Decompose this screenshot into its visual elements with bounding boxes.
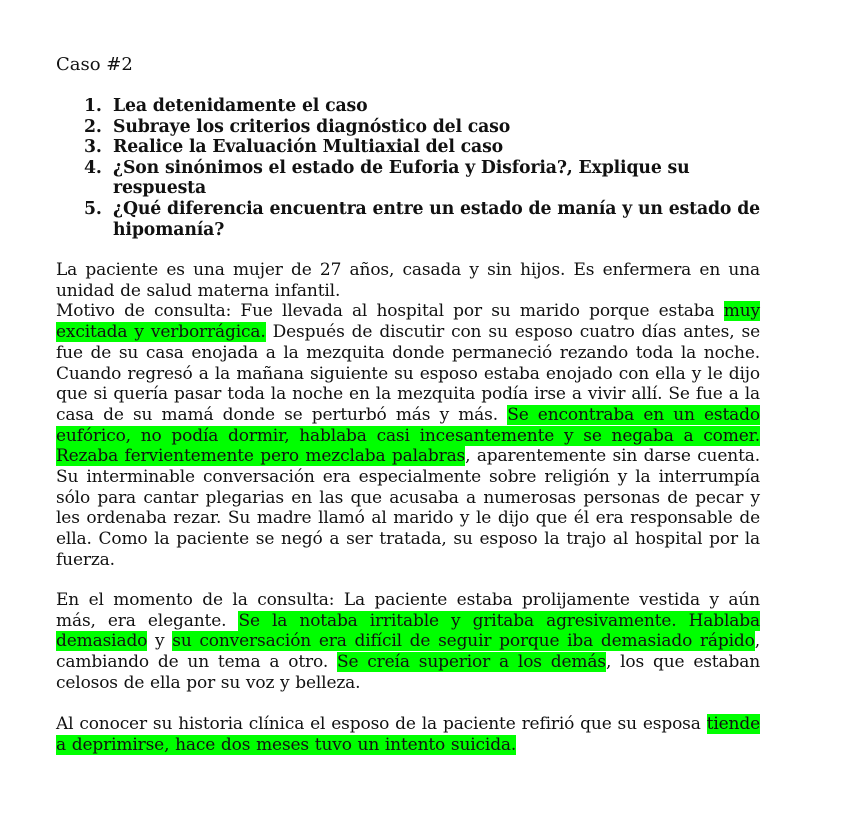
history-text: Después de discutir con su esposo cuatro días antes, se fue de su casa enojada a la mezquita donde permaneció rezando toda la noche. Cuando regresó a la mañana siguiente su esposo estaba enojado con ella y le dijo que si quería pasar toda la noche en la mezquita podía irse a vivir allí. Se fue a la casa de su mamá donde se perturbó más y más.	[56, 322, 761, 425]
question-item	[84, 96, 760, 117]
question-text: Lea detenidamente el caso	[113, 96, 368, 116]
consultation-reason-text: Motivo de consulta: Fue llevada al hospital por su marido porque estaba	[56, 301, 724, 322]
question-text: Realice la Evaluación Multiaxial del caso	[113, 137, 504, 158]
question-list	[84, 96, 760, 240]
history-text: , aparentemente sin darse cuenta. Su interminable conversación era especialmente sobre religión y la interrumpía sólo para cantar plegarias en las que acusaba a numerosas personas de pecar y les ordenaba rezar. Su madre llamó al marido y le dijo que él era responsable de ella. Como la paciente se negó a ser tratada, su esposo la trajo al hospital por la fuerza.	[56, 446, 760, 570]
intro-sentence: La paciente es una mujer de 27 años, casada y sin hijos. Es enfermera en una unidad de salud materna infantil.	[56, 260, 760, 301]
consultation-text: , los que estaban celosos de ella por su voz y belleza.	[56, 652, 760, 693]
question-number: 2.	[84, 116, 102, 137]
question-number: 1.	[84, 96, 102, 116]
consultation-text: y	[147, 631, 173, 652]
question-item	[84, 117, 760, 138]
question-item	[84, 137, 760, 158]
consultation-text: En el momento de la consulta: La paciente estaba prolijamente vestida y aún más, era elegante.	[56, 590, 760, 631]
consultation-paragraph	[56, 590, 760, 694]
case-description-paragraph	[56, 260, 760, 571]
question-text: ¿Qué diferencia encuentra entre un estado de manía y un estado de hipomanía?	[113, 198, 760, 240]
highlighted-criterion: muy excitada y verborrágica.	[56, 301, 760, 343]
highlighted-criterion: Se la notaba irritable y gritaba agresivamente. Hablaba demasiado	[56, 610, 761, 652]
highlighted-criterion: su conversación era difícil de seguir porque iba demasiado rápido	[172, 631, 755, 652]
question-number: 3.	[84, 137, 102, 158]
clinical-history-paragraph	[56, 714, 760, 755]
question-item	[84, 199, 760, 240]
case-title: Caso #2	[56, 54, 133, 75]
highlighted-criterion: Se creía superior a los demás	[336, 652, 606, 673]
consultation-text: , cambiando de un tema a otro.	[56, 631, 761, 673]
clinical-history-text: Al conocer su historia clínica el esposo de la paciente refirió que su esposa	[56, 714, 707, 734]
question-text: Subraye los criterios diagnóstico del caso	[113, 116, 511, 137]
highlighted-criterion: tiende a deprimirse, hace dos meses tuvo un intento suicida.	[56, 714, 760, 755]
highlighted-criterion: Se encontraba en un estado eufórico, no podía dormir, hablaba casi incesantemente y se negaba a comer. Rezaba fervientemente pero mezclaba palabras	[56, 404, 760, 467]
question-text: ¿Son sinónimos el estado de Euforia y Disforia?, Explique su respuesta	[113, 157, 690, 199]
question-number: 4.	[84, 157, 102, 178]
question-number: 5.	[84, 198, 102, 219]
question-item	[84, 158, 760, 199]
